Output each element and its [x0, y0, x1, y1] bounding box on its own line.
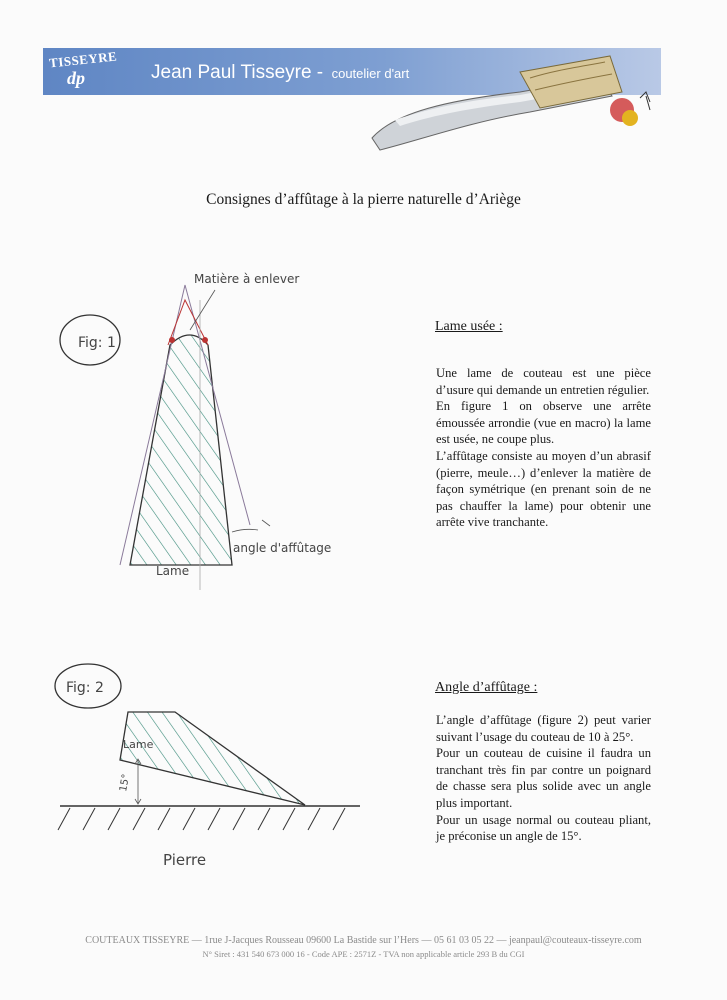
- section1-paragraph: En figure 1 on observe une arrête émoussée arrondie (vue en macro) la lame est usée, ne coupe plus.: [436, 399, 651, 447]
- fig2-label: Fig: 2: [66, 680, 104, 696]
- fig2-pierre-label: Pierre: [163, 851, 207, 869]
- brand-subtitle: coutelier d'art: [331, 66, 410, 81]
- section2-text: [436, 712, 651, 845]
- fig2-lame-label: Lame: [123, 738, 154, 751]
- logo-text: TISSEYRE: [48, 48, 118, 71]
- logo-monogram: dp: [67, 68, 85, 88]
- fig1-angle-label: angle d'affûtage: [233, 541, 332, 555]
- section2-paragraph: Pour un couteau de cuisine il faudra un tranchant très fin par contre un poignard de chasse sera plus solide avec un angle plus important.: [436, 746, 651, 810]
- fig1-matiere-label: Matière à enlever: [194, 272, 300, 286]
- page-title: Consignes d’affûtage à la pierre naturelle d’Ariège: [206, 191, 521, 208]
- section2-paragraph: Pour un usage normal ou couteau pliant, je préconise un angle de 15°.: [436, 812, 651, 844]
- section1-text: [436, 365, 651, 531]
- section2-paragraph: L’angle d’affûtage (figure 2) peut varier suivant l’usage du couteau de 10 à 25°.: [436, 713, 651, 744]
- fig2-degree-label: 15°: [118, 773, 133, 793]
- section1-paragraph: Une lame de couteau est une pièce d’usure qui demande un entretien régulier.: [436, 366, 651, 397]
- section2-heading: Angle d’affûtage :: [435, 680, 538, 695]
- emblem-icon: [610, 92, 650, 126]
- fig1-label: Fig: 1: [78, 335, 116, 351]
- fig1-lame-label: Lame: [156, 564, 190, 578]
- footer-legal: N° Siret : 431 540 673 000 16 - Code APE : 2571Z - TVA non applicable article 293 B du CGI: [202, 949, 525, 959]
- brand-name: Jean Paul Tisseyre -: [151, 62, 324, 83]
- section1-paragraph: L’affûtage consiste au moyen d’un abrasif (pierre, meule…) d’enlever la matière de façon symétrique (en prenant soin de ne pas chauffer la lame) pour obtenir une arrête vive tranchante.: [436, 448, 651, 530]
- section1-heading: Lame usée :: [435, 319, 503, 334]
- knife-image: [372, 56, 622, 150]
- footer-address: COUTEAUX TISSEYRE — 1rue J-Jacques Rousseau 09600 La Bastide sur l’Hers — 05 61 03 05 22 — jeanpaul@couteaux-tisseyre.com: [85, 935, 642, 946]
